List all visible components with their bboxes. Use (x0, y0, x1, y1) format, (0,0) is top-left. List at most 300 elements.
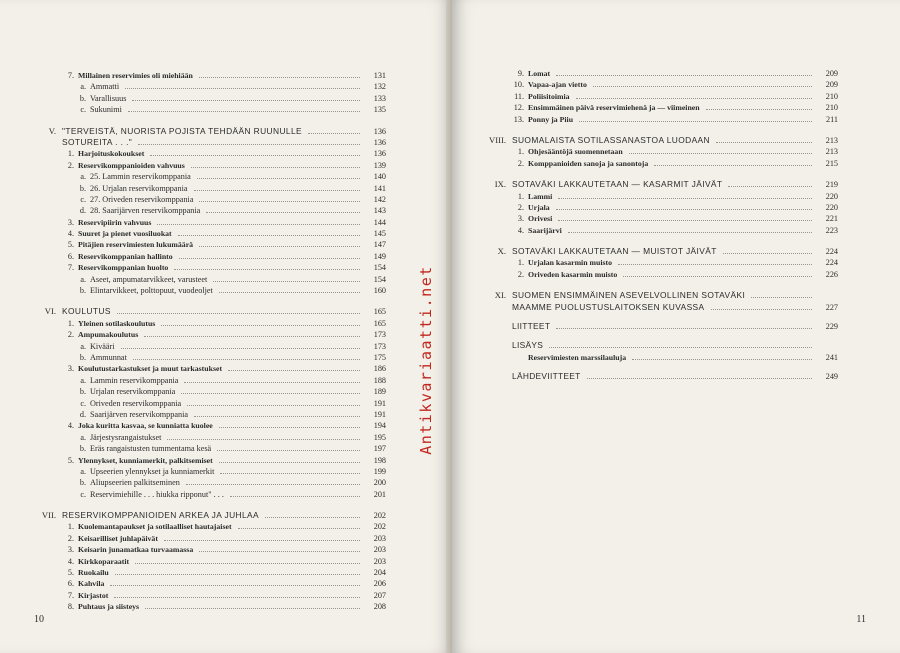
toc-entry-title: Ammatti (90, 82, 120, 92)
toc-entry-title: Reservipiirin vahvuus (78, 217, 152, 227)
toc-page-number: 224 (825, 258, 838, 268)
toc-page-number: 160 (373, 286, 386, 296)
toc-section-numeral: VI. (44, 306, 56, 317)
toc-leader-dots (618, 264, 812, 265)
toc-page-number: 203 (373, 545, 386, 555)
toc-entry-number: 2. (517, 202, 524, 212)
toc-entry-row (32, 239, 386, 250)
toc-entry-title: Reservimiesten marssilauluja (528, 352, 627, 362)
toc-entry-title: Eräs rangaistusten tummentama kesä (90, 444, 212, 454)
toc-entry-title: 27. Oriveden reservikomppania (90, 194, 194, 204)
toc-entry-row (482, 257, 838, 268)
toc-leader-dots (128, 111, 360, 112)
toc-entry-title: Ponny ja Piiu (528, 114, 574, 124)
toc-entry-row (32, 217, 386, 228)
toc-page-number: 202 (373, 522, 386, 532)
toc-entry-title: Ensimmäinen päivä reservimiehenä ja — viimeinen (528, 103, 700, 113)
toc-entry-row (32, 556, 386, 567)
toc-entry-row (32, 251, 386, 262)
toc-section-title: SOTAVÄKI LAKKAUTETAAN — MUISTOT JÄIVÄT (512, 246, 717, 257)
toc-entry-title: Elintarvikkeet, polttopuut, vuodeoljet (90, 286, 213, 296)
toc-entry-number: 2. (67, 533, 74, 543)
toc-page-number: 249 (825, 372, 838, 382)
toc-entry-number: 2. (517, 158, 524, 168)
toc-entry-row (482, 352, 838, 363)
toc-entry-number: b. (79, 478, 86, 488)
toc-page-number: 139 (373, 160, 386, 170)
toc-entry-number: 1. (517, 258, 524, 268)
toc-leader-dots (194, 416, 360, 417)
toc-leader-dots (238, 528, 360, 529)
toc-entry-title: Urjalan kasarmin muisto (528, 258, 613, 268)
toc-section-title: "TERVEISTÄ, NUORISTA POJISTA TEHDÄÄN RUUNULLE (62, 125, 303, 136)
toc-leader-dots (145, 608, 360, 609)
toc-page-number: 133 (373, 93, 386, 103)
toc-entry-title: Lammin reservikomppania (90, 375, 179, 385)
toc-entry-number: b. (79, 444, 86, 454)
toc-entry-title: Komppanioiden sanoja ja sanontoja (528, 158, 649, 168)
toc-page-number: 136 (373, 126, 386, 136)
toc-entry-title: Aseet, ampumatarvikkeet, varusteet (90, 274, 208, 284)
toc-subentry-row (32, 409, 386, 420)
toc-entry-title: Aliupseerien palkitseminen (90, 478, 180, 488)
toc-entry-number: b. (79, 183, 86, 193)
toc-entry-number: c. (80, 194, 86, 204)
toc-entry-title: Koulutustarkastukset ja muut tarkastukset (78, 364, 223, 374)
toc-page-number: 142 (373, 194, 386, 204)
toc-appendix-title: LISÄYS (512, 340, 544, 351)
toc-entry-number: 11. (514, 91, 524, 101)
toc-page-number: 241 (825, 352, 838, 362)
toc-subentry-row (32, 352, 386, 363)
toc-subentry-row (32, 386, 386, 397)
toc-leader-dots (121, 348, 360, 349)
toc-section-title: SUOMEN ENSIMMÄINEN ASEVELVOLLINEN SOTAVÄKI (512, 290, 746, 301)
toc-page-number: 141 (373, 183, 386, 193)
toc-leader-dots (706, 109, 812, 110)
toc-entry-row (482, 158, 838, 169)
toc-entry-number: 4. (67, 421, 74, 431)
toc-entry-row (32, 329, 386, 340)
toc-page-number: 145 (373, 229, 386, 239)
toc-page-number: 154 (373, 263, 386, 273)
toc-subentry-row (32, 341, 386, 352)
toc-page-number: 173 (373, 330, 386, 340)
toc-section-title: SOTAVÄKI LAKKAUTETAAN — KASARMIT JÄIVÄT (512, 179, 723, 190)
toc-entry-row (32, 521, 386, 532)
toc-leader-dots (632, 359, 812, 360)
toc-entry-row (32, 363, 386, 374)
toc-entry-number: a. (80, 274, 86, 284)
toc-page-number: 204 (373, 568, 386, 578)
toc-entry-number: 4. (67, 556, 74, 566)
toc-entry-number: a. (80, 172, 86, 182)
toc-section-title: RESERVIKOMPPANIOIDEN ARKEA JA JUHLAA (62, 510, 259, 521)
toc-subentry-row (32, 489, 386, 500)
toc-page-number: 154 (373, 274, 386, 284)
toc-section-title: SUOMALAISTA SOTILASSANASTOA LUODAAN (512, 134, 710, 145)
toc-entry-title: Ammunnat (90, 352, 127, 362)
toc-leader-dots (117, 313, 360, 314)
toc-leader-dots (133, 359, 360, 360)
toc-page-number: 195 (373, 432, 386, 442)
toc-entry-title: Saarijärvi (528, 225, 562, 235)
toc-page-number: 191 (373, 398, 386, 408)
toc-leader-dots (576, 98, 812, 99)
toc-entry-title: Kirkkoparaatit (78, 556, 130, 566)
toc-entry-title: Järjestysrangaistukset (90, 432, 162, 442)
toc-entry-row (32, 318, 386, 329)
toc-entry-number: a. (80, 341, 86, 351)
toc-entry-number: 6. (67, 251, 74, 261)
toc-entry-number: 7. (67, 590, 74, 600)
toc-entry-row (32, 544, 386, 555)
toc-appendix-title: LIITTEET (512, 321, 551, 332)
toc-leader-dots (110, 585, 360, 586)
toc-page-number: 219 (825, 180, 838, 190)
right-page-number: 11 (856, 614, 866, 625)
toc-page-number: 215 (825, 158, 838, 168)
toc-appendix-row (482, 321, 838, 332)
toc-entry-row (32, 578, 386, 589)
toc-leader-dots (199, 77, 360, 78)
toc-entry-title: Upseerien ylennykset ja kunniamerkit (90, 466, 215, 476)
toc-page-number: 132 (373, 82, 386, 92)
toc-leader-dots (308, 133, 360, 134)
toc-entry-title: 26. Urjalan reservikomppania (90, 183, 188, 193)
toc-section-title: KOULUTUS (62, 306, 111, 317)
toc-entry-number: b. (79, 93, 86, 103)
toc-left-list (32, 70, 386, 613)
toc-entry-title: Orivesi (528, 214, 553, 224)
toc-section-numeral: VII. (41, 510, 56, 521)
toc-entry-number: 1. (517, 147, 524, 157)
toc-entry-title: Keisarin junamatkaa turvaamassa (78, 545, 194, 555)
toc-section-row (32, 510, 386, 521)
toc-page-number: 165 (373, 307, 386, 317)
toc-entry-title: Vapaa-ajan vietto (528, 80, 587, 90)
toc-page-number: 209 (825, 69, 838, 78)
toc-entry-number: b. (79, 286, 86, 296)
toc-entry-number: b. (79, 352, 86, 362)
toc-subentry-row (32, 398, 386, 409)
toc-entry-title: Urjalan reservikomppania (90, 387, 176, 397)
toc-entry-number: c. (80, 398, 86, 408)
toc-leader-dots (161, 325, 360, 326)
toc-entry-number: 3. (517, 214, 524, 224)
toc-entry-title: Harjoituskokoukset (78, 149, 145, 159)
toc-entry-number: 9. (517, 69, 524, 78)
right-page (452, 0, 900, 653)
toc-entry-number: 5. (67, 568, 74, 578)
toc-entry-number: 12. (513, 103, 524, 113)
toc-leader-dots (219, 427, 360, 428)
toc-leader-dots (179, 258, 360, 259)
toc-page-number: 224 (825, 247, 838, 257)
toc-page-number: 201 (373, 489, 386, 499)
toc-leader-dots (199, 201, 360, 202)
toc-leader-dots (132, 100, 360, 101)
toc-section-title: SOTUREITA . . ." (62, 136, 133, 147)
toc-entry-title: Poliisitoimia (528, 91, 570, 101)
toc-entry-row (482, 146, 838, 157)
toc-leader-dots (164, 540, 360, 541)
toc-section-numeral: XI. (494, 290, 506, 301)
toc-entry-row (32, 590, 386, 601)
toc-page-number: 229 (825, 322, 838, 332)
toc-leader-dots (579, 121, 812, 122)
toc-entry-number: c. (80, 105, 86, 115)
toc-section-row (482, 135, 838, 146)
toc-entry-row (32, 262, 386, 273)
toc-entry-number: 1. (67, 149, 74, 159)
toc-section-title: MAAMME PUOLUSTUSLAITOKSEN KUVASSA (512, 301, 705, 312)
toc-right-list (482, 68, 838, 383)
toc-leader-dots (558, 198, 812, 199)
toc-page-number: 147 (373, 240, 386, 250)
toc-entry-title: Lammi (528, 191, 553, 201)
watermark-text: Antikvariaatti.net (417, 265, 435, 455)
toc-section-row-continued (482, 302, 838, 313)
toc-page-number: 189 (373, 387, 386, 397)
toc-leader-dots (157, 224, 360, 225)
toc-leader-dots (593, 86, 812, 87)
toc-page-number: 173 (373, 341, 386, 351)
toc-entry-number: b. (79, 387, 86, 397)
toc-entry-number: 1. (517, 191, 524, 201)
toc-leader-dots (728, 186, 812, 187)
toc-section-row (482, 179, 838, 190)
toc-entry-number: 6. (67, 579, 74, 589)
toc-page-number: 213 (825, 135, 838, 145)
toc-subentry-row (32, 183, 386, 194)
toc-entry-title: Kirjastot (78, 590, 109, 600)
toc-leader-dots (230, 496, 360, 497)
toc-entry-title: Joka kuritta kasvaa, se kunniatta kuolee (78, 421, 213, 431)
toc-entry-row (32, 148, 386, 159)
toc-entry-row (32, 420, 386, 431)
toc-page-number: 149 (373, 251, 386, 261)
toc-entry-row (482, 213, 838, 224)
toc-subentry-row (32, 205, 386, 216)
toc-page-number: 186 (373, 364, 386, 374)
toc-entry-title: Yleinen sotilaskoulutus (78, 318, 156, 328)
toc-page-number: 213 (825, 147, 838, 157)
toc-appendix-row (482, 340, 838, 351)
toc-subentry-row (32, 375, 386, 386)
toc-entry-number: 4. (67, 229, 74, 239)
toc-page-number: 202 (373, 511, 386, 521)
toc-section-row (482, 246, 838, 257)
toc-page-number: 220 (825, 191, 838, 201)
toc-page-number: 210 (825, 91, 838, 101)
toc-leader-dots (181, 393, 360, 394)
toc-section-numeral: IX. (494, 179, 506, 190)
toc-leader-dots (549, 347, 812, 348)
toc-entry-row (482, 68, 838, 79)
toc-entry-number: 8. (67, 602, 74, 612)
toc-section-row (32, 126, 386, 137)
toc-leader-dots (186, 484, 360, 485)
toc-subentry-row (32, 104, 386, 115)
toc-leader-dots (144, 336, 360, 337)
toc-entry-title: 25. Lammin reservikomppania (90, 172, 191, 182)
toc-entry-number: a. (80, 375, 86, 385)
toc-page-number: 175 (373, 352, 386, 362)
toc-subentry-row (32, 432, 386, 443)
toc-entry-number: 5. (67, 455, 74, 465)
toc-entry-title: Saarijärven reservikomppania (90, 409, 188, 419)
toc-entry-title: Ruokailu (78, 568, 109, 578)
toc-entry-title: Keisarilliset juhlapäivät (78, 533, 158, 543)
toc-page-number: 203 (373, 533, 386, 543)
toc-page-number: 199 (373, 466, 386, 476)
toc-entry-title: Suuret ja pienet vuosiluokat (78, 229, 172, 239)
toc-subentry-row (32, 194, 386, 205)
toc-entry-number: 4. (517, 225, 524, 235)
toc-leader-dots (556, 209, 812, 210)
toc-leader-dots (587, 378, 812, 379)
toc-section-row-continued (32, 137, 386, 148)
toc-entry-number: 2. (67, 160, 74, 170)
toc-entry-number: 1. (67, 522, 74, 532)
toc-entry-title: Urjala (528, 202, 550, 212)
toc-appendix-title: LÄHDEVIITTEET (512, 371, 581, 382)
toc-entry-title: Lomat (528, 69, 551, 78)
toc-entry-title: Oriveden kasarmin muisto (528, 269, 618, 279)
toc-page-number: 226 (825, 269, 838, 279)
toc-section-numeral: X. (497, 246, 506, 257)
toc-subentry-row (32, 285, 386, 296)
toc-subentry-row (32, 93, 386, 104)
toc-entry-row (32, 533, 386, 544)
toc-entry-number: a. (80, 466, 86, 476)
toc-entry-number: c. (80, 489, 86, 499)
toc-entry-title: Puhtaus ja siisteys (78, 602, 140, 612)
toc-section-row (32, 306, 386, 317)
toc-entry-number: d. (79, 409, 86, 419)
toc-subentry-row (32, 477, 386, 488)
toc-subentry-row (32, 274, 386, 285)
toc-entry-title: Sukunimi (90, 105, 122, 115)
toc-entry-number: d. (79, 206, 86, 216)
toc-leader-dots (219, 462, 360, 463)
toc-leader-dots (174, 269, 360, 270)
toc-section-numeral: VIII. (489, 134, 506, 145)
toc-entry-row (32, 455, 386, 466)
toc-leader-dots (568, 232, 812, 233)
toc-entry-number: a. (80, 82, 86, 92)
toc-leader-dots (217, 450, 360, 451)
toc-leader-dots (206, 212, 360, 213)
toc-leader-dots (558, 220, 812, 221)
toc-page-number: 207 (373, 590, 386, 600)
toc-page-number: 223 (825, 225, 838, 235)
toc-entry-row (32, 228, 386, 239)
toc-leader-dots (556, 328, 812, 329)
toc-entry-row (32, 70, 386, 81)
toc-entry-row (32, 160, 386, 171)
watermark (418, 230, 434, 490)
toc-section-numeral: V. (48, 125, 56, 136)
toc-section-row (482, 290, 838, 301)
toc-page-number: 210 (825, 103, 838, 113)
toc-leader-dots (219, 292, 360, 293)
toc-entry-number: 2. (67, 330, 74, 340)
toc-entry-number: 3. (67, 364, 74, 374)
toc-leader-dots (629, 153, 812, 154)
toc-page-number: 198 (373, 455, 386, 465)
toc-entry-number: 5. (67, 240, 74, 250)
toc-entry-title: Kahvila (78, 579, 105, 589)
toc-entry-title: Kivääri (90, 341, 115, 351)
toc-leader-dots (654, 165, 812, 166)
toc-leader-dots (191, 167, 360, 168)
toc-leader-dots (194, 190, 360, 191)
toc-entry-title: 28. Saarijärven reservikomppania (90, 206, 201, 216)
toc-leader-dots (178, 235, 360, 236)
toc-leader-dots (265, 517, 360, 518)
toc-subentry-row (32, 81, 386, 92)
toc-leader-dots (135, 563, 360, 564)
toc-page-number: 136 (373, 149, 386, 159)
toc-entry-row (482, 79, 838, 90)
toc-leader-dots (138, 144, 360, 145)
toc-leader-dots (150, 155, 360, 156)
toc-entry-row (482, 269, 838, 280)
toc-entry-row (482, 225, 838, 236)
toc-entry-number: 13. (513, 114, 524, 124)
toc-entry-number: 7. (67, 71, 74, 80)
toc-entry-title: Ohjesääntöjä suomennetaan (528, 147, 623, 157)
toc-page-number: 200 (373, 478, 386, 488)
toc-leader-dots (187, 405, 360, 406)
toc-leader-dots (711, 309, 812, 310)
toc-page-number: 140 (373, 172, 386, 182)
toc-leader-dots (556, 75, 812, 76)
toc-entry-row (482, 202, 838, 213)
toc-entry-number: 10. (513, 80, 524, 90)
toc-entry-number: 3. (67, 217, 74, 227)
toc-entry-title: Ylennykset, kunniamerkit, palkitsemiset (78, 455, 213, 465)
toc-page-number: 135 (373, 105, 386, 115)
toc-leader-dots (115, 574, 360, 575)
toc-entry-row (482, 114, 838, 125)
toc-page-number: 194 (373, 421, 386, 431)
toc-entry-number: a. (80, 432, 86, 442)
toc-leader-dots (716, 142, 812, 143)
toc-entry-number: 2. (517, 269, 524, 279)
toc-leader-dots (228, 370, 360, 371)
toc-entry-number: 7. (67, 263, 74, 273)
toc-entry-title: Pitäjien reservimiesten lukumäärä (78, 240, 194, 250)
toc-entry-title: Reservimiehille . . . hiukka ripponut" . . . (90, 489, 224, 499)
toc-page-number: 191 (373, 409, 386, 419)
toc-page-number: 165 (373, 318, 386, 328)
toc-entry-number: 3. (67, 545, 74, 555)
toc-leader-dots (199, 246, 360, 247)
toc-entry-title: Reservikomppanian huolto (78, 263, 169, 273)
toc-leader-dots (220, 473, 360, 474)
toc-entry-title: Varallisuus (90, 93, 127, 103)
toc-entry-row (32, 567, 386, 578)
toc-entry-title: Reservikomppanian hallinto (78, 251, 173, 261)
toc-leader-dots (213, 281, 360, 282)
toc-subentry-row (32, 466, 386, 477)
toc-entry-row (482, 191, 838, 202)
toc-leader-dots (114, 597, 360, 598)
toc-page-number: 203 (373, 556, 386, 566)
